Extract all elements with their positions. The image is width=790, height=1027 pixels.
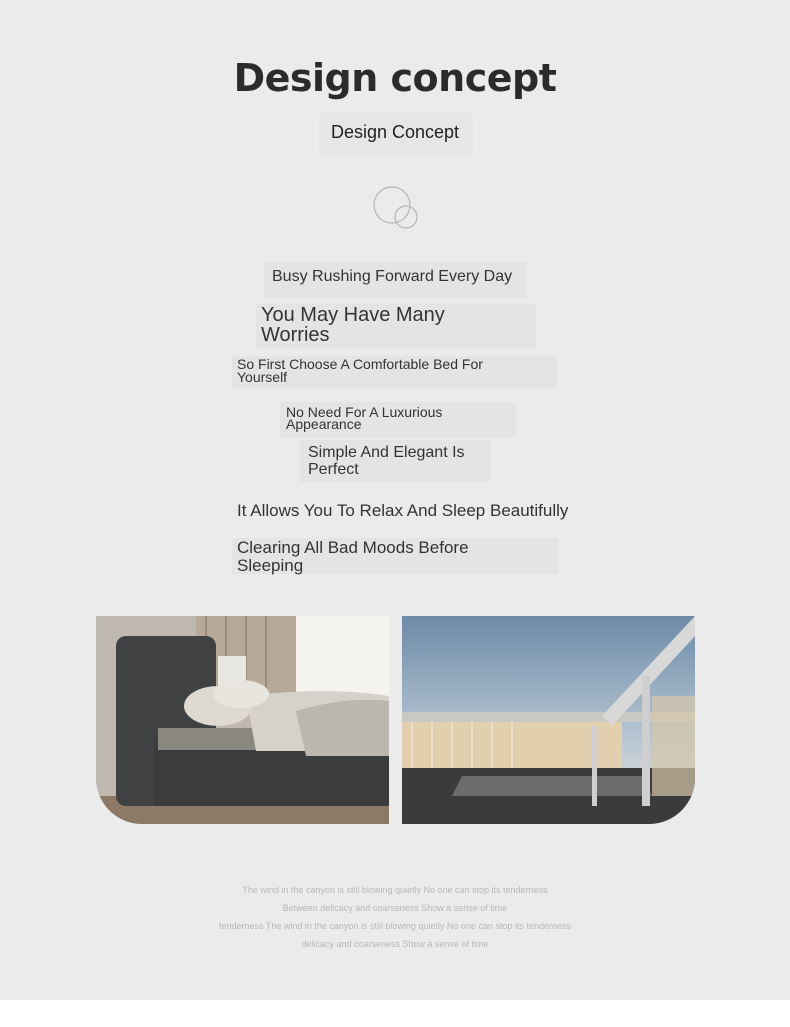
footer-line: tenderness The wind in the canyon is still blowing quietly No one can stop its tenderness [218,921,572,931]
photo-gallery [96,616,695,824]
footer-line: The wind in the canyon is still blowing quietly No one can stop its tenderness [242,885,548,895]
double-ring-icon [370,184,420,234]
copy-line: No Need For A Luxurious Appearance [286,404,443,432]
modern-terrace-skyline-photo [402,616,695,824]
dark-upholstered-bed-photo [96,616,389,824]
footer-line: Between delicacy and coarseness Show a sense of time [282,903,508,913]
copy-line: You May Have Many Worries [261,304,445,346]
copy-line: It Allows You To Relax And Sleep Beautifully [237,501,569,520]
copy-line: Busy Rushing Forward Every Day [272,268,513,285]
copy-line: Simple And Elegant Is Perfect [308,444,465,478]
copy-line: So First Choose A Comfortable Bed For Yourself [237,356,483,385]
copy-line: Clearing All Bad Moods Before Sleeping [237,538,469,575]
footer-caption [0,881,790,953]
page-title: Design concept [233,56,557,100]
footer-line: delicacy and coarseness Show a sense of time [301,939,489,949]
page-subtitle: Design Concept [330,122,460,142]
